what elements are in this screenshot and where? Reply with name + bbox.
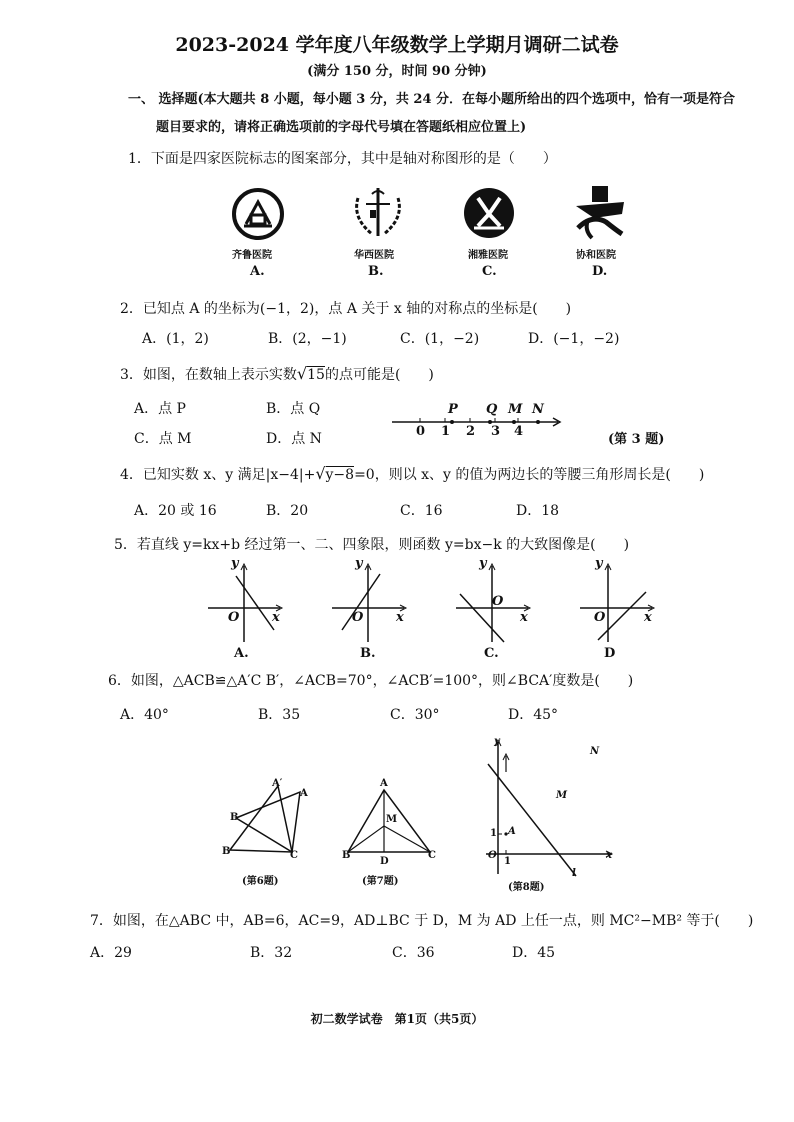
q5-b-origin: O — [352, 610, 364, 625]
fig6-caption: (第6题) — [242, 876, 279, 887]
q7-option-a: A．29 — [90, 945, 132, 961]
q2-option-a: A．(1，2) — [142, 331, 209, 347]
logo-huaxi-icon — [348, 184, 408, 242]
numberline-tick-4: 4 — [514, 424, 524, 439]
fig6-label-a-prime: A′ — [272, 778, 283, 789]
q5-graph-b — [330, 560, 410, 644]
q6-option-b: B．35 — [258, 707, 301, 723]
q5-graph-d — [578, 560, 658, 644]
logo-label-b: 华西医院 — [354, 250, 394, 261]
q5-letter-a: A. — [234, 646, 249, 661]
q3-stem — [120, 364, 434, 384]
section-heading: 一、 选择题(本大题共 8 小题，每小题 3 分，共 24 分．在每小题所给出的四个选项中，恰有一项是符合 — [128, 92, 736, 107]
q5-d-axis-x: x — [644, 610, 652, 625]
fig8-tick-x: 1 — [504, 856, 511, 867]
q6-stem: 6．如图，△ACB≌△A′C B′，∠ACB=70°，∠ACB′=100°，则∠BCA′度数是( ) — [108, 673, 634, 689]
section-heading-cont: 题目要求的，请将正确选项前的字母代号填在答题纸相应位置上) — [156, 120, 527, 135]
q6-option-a: A．40° — [120, 707, 169, 723]
q1-letter-a: A. — [250, 264, 265, 279]
q5-c-axis-x: x — [520, 610, 528, 625]
fig6-label-a: A — [300, 788, 308, 799]
q5-letter-b: B. — [360, 646, 376, 661]
q2-option-d: D．(−1，−2) — [528, 331, 620, 347]
fig8-axis-x: x — [606, 850, 612, 861]
q1-stem: 1．下面是四家医院标志的图案部分，其中是轴对称图形的是（ ） — [128, 151, 557, 167]
q3-option-d: D．点 N — [266, 431, 322, 447]
q1-letter-b: B. — [368, 264, 384, 279]
numberline-tick-2: 2 — [466, 424, 476, 439]
q1-letter-c: C. — [482, 264, 497, 279]
q3-option-b: B．点 Q — [266, 401, 321, 417]
q3-caption: (第 3 题) — [608, 432, 665, 447]
q4-option-d: D．18 — [516, 503, 560, 519]
q5-b-axis-y: y — [355, 556, 363, 571]
q5-a-axis-y: y — [231, 556, 239, 571]
numberline-point-q: Q — [486, 402, 498, 417]
q5-d-origin: O — [594, 610, 606, 625]
q4-stem — [120, 464, 704, 484]
sqrt-sign-icon: √ — [296, 364, 308, 383]
fig7-label-d: D — [380, 856, 389, 867]
q3-option-c: C．点 M — [134, 431, 192, 447]
fig8-label-n: N — [590, 746, 600, 757]
logo-label-a: 齐鲁医院 — [232, 250, 272, 261]
numberline-point-p: P — [448, 402, 458, 417]
fig8-tick-y: 1 — [490, 828, 497, 839]
page-title: 2023-2024 学年度八年级数学上学期月调研二试卷 — [175, 34, 619, 56]
q5-letter-d: D — [604, 646, 616, 661]
q5-a-origin: O — [228, 610, 240, 625]
q5-b-axis-x: x — [396, 610, 404, 625]
q2-option-c: C．(1，−2) — [400, 331, 480, 347]
figure-6-triangles — [226, 780, 310, 858]
sqrt-sign-icon: √ — [315, 464, 326, 483]
fig8-axis-y: y — [494, 736, 500, 747]
fig6-label-c: C — [290, 850, 298, 861]
page-subtitle: (满分 150 分，时间 90 分钟) — [307, 64, 487, 79]
q6-option-d: D．45° — [508, 707, 559, 723]
fig8-origin: O — [488, 850, 497, 861]
fig7-label-c: C — [428, 850, 436, 861]
q7-option-c: C．36 — [392, 945, 435, 961]
page-footer: 初二数学试卷 第1页（共5页） — [310, 1012, 484, 1026]
q4-stem-pre: 4．已知实数 x、y 满足|x−4|+ — [120, 467, 316, 483]
numberline-point-m: M — [508, 402, 523, 417]
q5-c-origin: O — [492, 594, 504, 609]
q5-stem: 5．若直线 y=kx+b 经过第一、二、四象限，则函数 y=bx−k 的大致图像是( ) — [114, 537, 630, 553]
q7-option-d: D．45 — [512, 945, 556, 961]
logo-xiehe-icon — [572, 184, 630, 242]
q4-option-b: B．20 — [266, 503, 309, 519]
q3-radicand: 15 — [307, 367, 325, 383]
q3-stem-post: 的点可能是( ) — [324, 367, 434, 383]
q5-c-axis-y: y — [479, 556, 487, 571]
q4-option-a: A．20 或 16 — [134, 503, 217, 519]
q4-option-c: C．16 — [400, 503, 443, 519]
fig6-label-b: B — [230, 812, 239, 823]
q5-letter-c: C. — [484, 646, 499, 661]
q7-stem: 7．如图，在△ABC 中，AB=6，AC=9，AD⊥BC 于 D，M 为 AD 上任一点，则 MC²−MB² 等于( ) — [90, 913, 754, 929]
q1-letter-d: D. — [592, 264, 608, 279]
fig7-label-m: M — [386, 814, 398, 825]
fig8-caption: (第8题) — [508, 882, 545, 893]
numberline-tick-0: 0 — [416, 424, 426, 439]
fig8-label-a: A — [508, 826, 516, 837]
fig7-label-b: B — [342, 850, 351, 861]
fig8-label-l: l — [572, 868, 576, 879]
fig6-label-b-prime: B′ — [222, 846, 234, 857]
logo-qilu-icon — [232, 188, 284, 240]
q4-radicand: y−8 — [325, 467, 355, 483]
q7-option-b: B．32 — [250, 945, 293, 961]
logo-xiangya-icon — [462, 186, 516, 240]
fig7-caption: (第7题) — [362, 876, 399, 887]
q5-d-axis-y: y — [595, 556, 603, 571]
logo-label-c: 湘雅医院 — [468, 250, 508, 261]
q2-option-b: B．(2，−1) — [268, 331, 347, 347]
fig7-label-a: A — [380, 778, 388, 789]
q5-a-axis-x: x — [272, 610, 280, 625]
numberline-tick-1: 1 — [441, 424, 451, 439]
q3-stem-pre: 3．如图，在数轴上表示实数 — [120, 367, 297, 383]
q4-stem-post: =0，则以 x、y 的值为两边长的等腰三角形周长是( ) — [354, 467, 705, 483]
q3-option-a: A．点 P — [134, 401, 186, 417]
q2-stem: 2．已知点 A 的坐标为(−1，2)，点 A 关于 x 轴的对称点的坐标是( ) — [120, 301, 572, 317]
q5-graph-a — [206, 560, 286, 644]
fig8-label-m: M — [556, 790, 568, 801]
logo-label-d: 协和医院 — [576, 250, 616, 261]
numberline-tick-3: 3 — [491, 424, 501, 439]
q6-option-c: C．30° — [390, 707, 440, 723]
numberline-point-n: N — [532, 402, 544, 417]
